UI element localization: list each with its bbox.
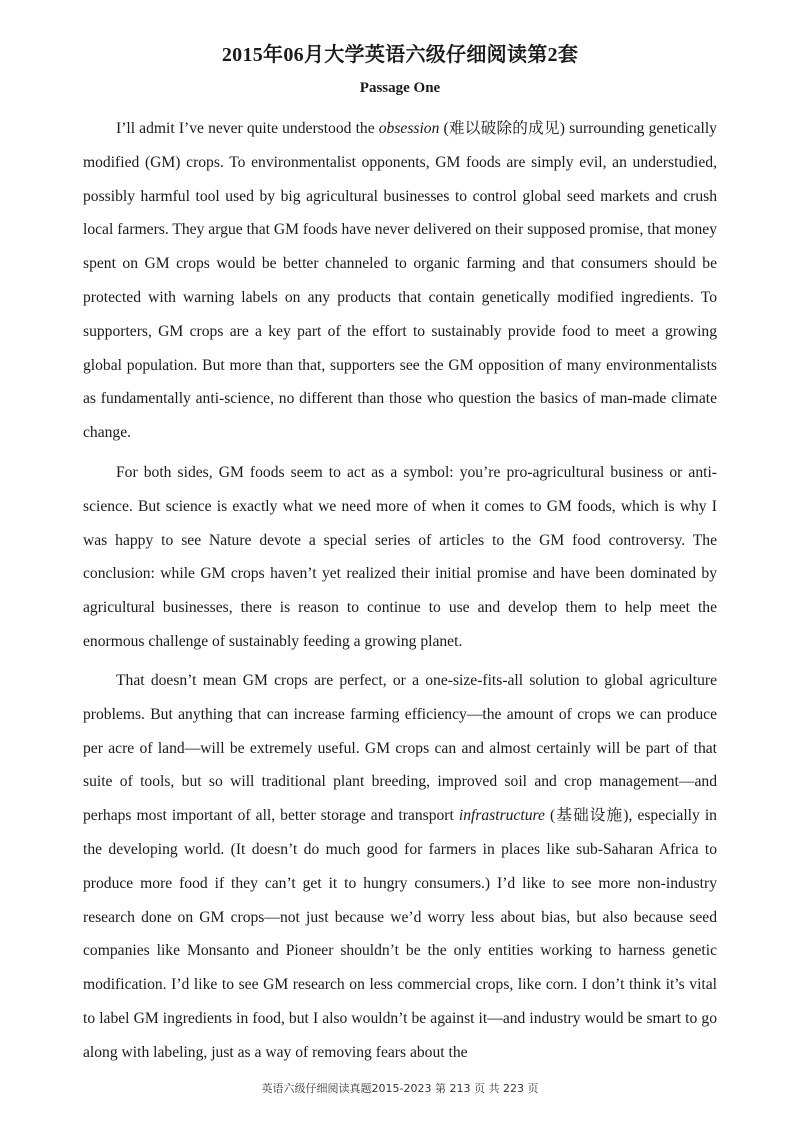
paragraph-3 <box>83 664 717 1070</box>
paragraph-1-text-a: I’ll admit I’ve never quite understood the <box>116 120 379 137</box>
page-footer: 英语六级仔细阅读真题2015-2023 第 213 页 共 223 页 <box>261 1082 539 1095</box>
passage-heading: Passage One <box>359 80 441 96</box>
paragraph-3-text-a: That doesn’t mean GM crops are perfect, or a one-size-fits-all solution to global agriculture problems. But anything that can increase farming efficiency—the amount of crops we can produce per acre of land—will be extremely useful. GM crops can and almost certainly will be part of that suite of tools, but so will traditional plant breeding, improved soil and crop management—and perhaps most important of all, better storage and transport <box>83 672 717 825</box>
paragraph-3-text-b: (基础设施), especially in the developing world. (It doesn’t do much good for farmers in places like sub-Saharan Africa to produce more food if they can’t get it to hungry consumers.) I’d like to see more non-industry research done on GM crops—not just because we’d worry less about bias, but also because seed companies like Monsanto and Pioneer shouldn’t be the only entities working to harness genetic modification. I’d like to see GM research on less commercial crops, like corn. I don’t think it’s vital to label GM ingredients in food, but I also wouldn’t be against it—and industry would be smart to go along with labeling, just as a way of removing fears about the <box>83 807 717 1061</box>
glossed-term-infrastructure: infrastructure <box>458 807 545 825</box>
paragraph-1 <box>83 112 717 450</box>
paragraph-1-text-b: (难以破除的成见) surrounding genetically modified (GM) crops. To environmentalist opponents, GM foods are simply evil, an understudied, possibly harmful tool used by big agricultural businesses to control global seed markets and crush local farmers. They argue that GM foods have never delivered on their supposed promise, that money spent on GM crops would be better channeled to organic farming and that consumers should be protected with warning labels on any products that contain genetically modified ingredients. To supporters, GM crops are a key part of the effort to sustainably provide food to meet a growing global population. But more than that, supporters see the GM opposition of many environmentalists as fundamentally anti-science, no different than those who question the basics of man-made climate change. <box>83 120 717 442</box>
glossed-term-obsession: obsession <box>378 120 440 137</box>
paragraph-2-text: For both sides, GM foods seem to act as a symbol: you’re pro-agricultural business or anti-science. But science is exactly what we need more of when it comes to GM foods, which is why I was happy to see Nature devote a special series of articles to the GM food controversy. The conclusion: while GM crops haven’t yet realized their initial promise and have been dominated by agricultural businesses, there is reason to continue to use and develop them to help meet the enormous challenge of sustainably feeding a growing planet. <box>83 464 717 650</box>
paragraph-2 <box>83 456 717 659</box>
page-title: 2015年06月大学英语六级仔细阅读第2套 <box>221 44 579 66</box>
